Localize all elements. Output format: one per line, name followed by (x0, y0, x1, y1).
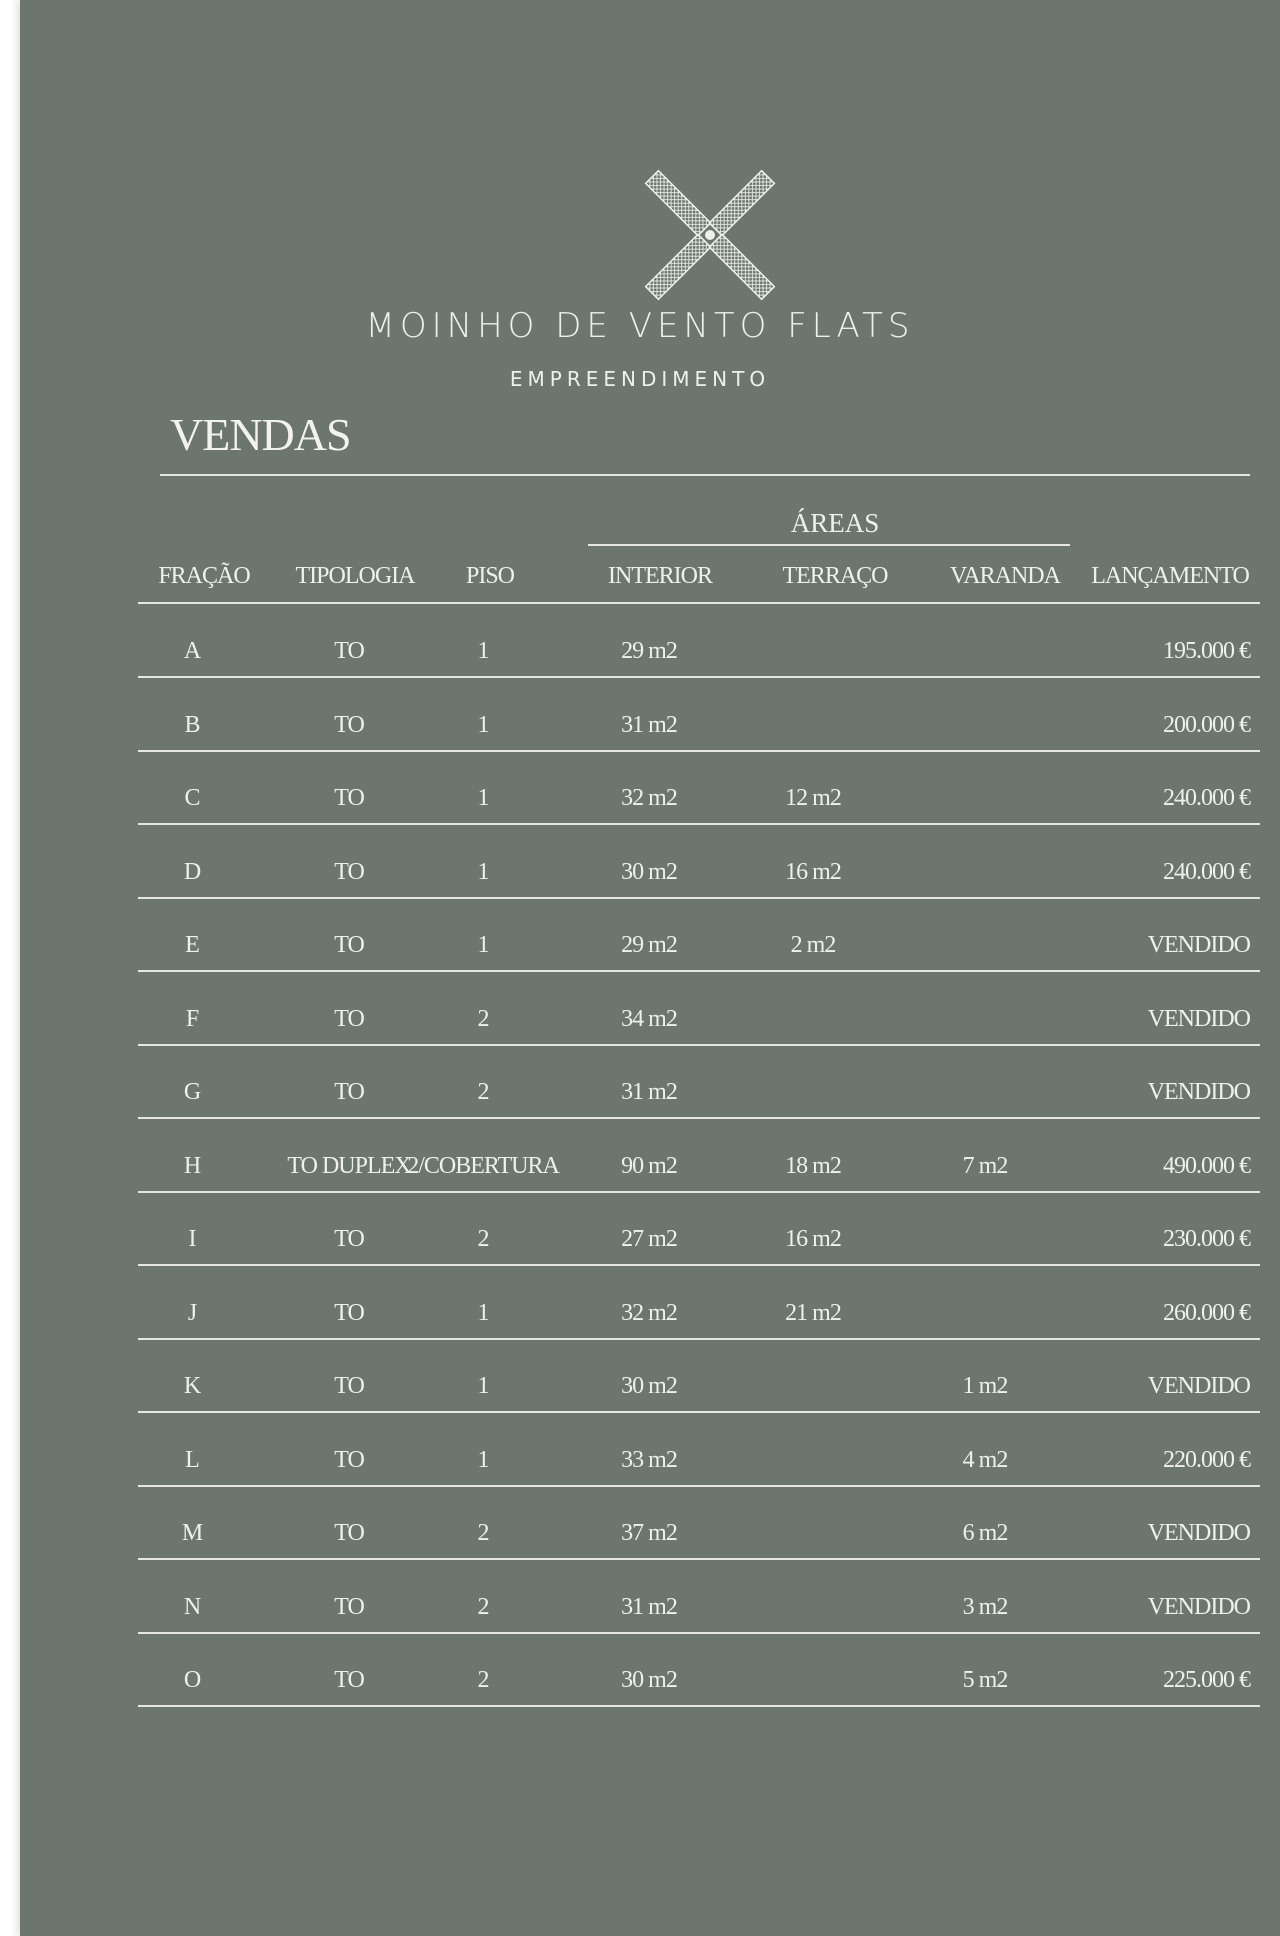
cell-piso: 2 (477, 1667, 489, 1693)
cell-lancamento: VENDIDO (1147, 1005, 1250, 1032)
windmill-icon (630, 155, 790, 315)
cell-fracao: K (183, 1373, 201, 1399)
cell-terraco: 2 m2 (790, 932, 836, 958)
cell-piso: 1 (477, 1299, 489, 1326)
cell-terraco: 12 m2 (785, 785, 841, 811)
cell-tipologia: TO (334, 1593, 364, 1620)
cell-fracao: N (183, 1593, 201, 1620)
cell-tipologia: TO (334, 1299, 364, 1326)
cell-varanda: 4 m2 (962, 1446, 1008, 1473)
cell-interior: 37 m2 (621, 1520, 677, 1546)
cell-interior: 31 m2 (621, 711, 677, 738)
cell-interior: 30 m2 (621, 1667, 677, 1693)
cell-varanda: 6 m2 (962, 1520, 1008, 1546)
cell-lancamento: 240.000 € (1163, 785, 1250, 811)
cell-lancamento: 260.000 € (1163, 1299, 1250, 1326)
cell-piso: 1 (477, 785, 489, 811)
cell-varanda: 5 m2 (962, 1667, 1008, 1693)
cell-lancamento: VENDIDO (1147, 1079, 1250, 1105)
row-divider (138, 1485, 1260, 1487)
row-divider (138, 1558, 1260, 1560)
cell-piso: 1 (477, 932, 489, 958)
cell-tipologia: TO (334, 932, 364, 958)
cell-interior: 32 m2 (621, 785, 677, 811)
cell-interior: 27 m2 (621, 1226, 677, 1252)
cell-fracao: I (188, 1226, 196, 1252)
cell-varanda: 3 m2 (962, 1593, 1008, 1620)
cell-lancamento: 230.000 € (1163, 1226, 1250, 1252)
header-lancamento: LANÇAMENTO (1091, 563, 1249, 589)
cell-lancamento: VENDIDO (1147, 1520, 1250, 1546)
cell-fracao: E (185, 932, 199, 958)
cell-piso: 2 (477, 1593, 489, 1620)
cell-interior: 32 m2 (621, 1299, 677, 1326)
document-page (20, 0, 1280, 1936)
cell-interior: 31 m2 (621, 1079, 677, 1105)
row-divider (138, 1044, 1260, 1046)
section-title: VENDAS (170, 409, 351, 460)
cell-interior: 34 m2 (621, 1005, 677, 1032)
header-piso: PISO (465, 563, 515, 589)
cell-tipologia: TO (334, 1520, 364, 1546)
cell-fracao: F (185, 1005, 199, 1032)
cell-piso: 2 (477, 1520, 489, 1546)
cell-piso: 1 (477, 638, 489, 664)
cell-interior: 29 m2 (621, 638, 677, 664)
cell-lancamento: 490.000 € (1163, 1152, 1250, 1179)
cell-interior: 90 m2 (621, 1152, 677, 1179)
cell-lancamento: 200.000 € (1163, 711, 1250, 738)
cell-tipologia: TO (334, 711, 364, 738)
cell-interior: 33 m2 (621, 1446, 677, 1473)
cell-fracao: H (183, 1152, 201, 1179)
cell-piso: 1 (477, 1446, 489, 1473)
cell-fracao: G (183, 1079, 201, 1105)
cell-piso: 1 (477, 1373, 489, 1399)
cell-lancamento: VENDIDO (1147, 932, 1250, 958)
row-divider (138, 897, 1260, 899)
brand-name: MOINHO DE VENTO FLATS (365, 306, 915, 346)
row-divider (138, 1705, 1260, 1707)
cell-interior: 29 m2 (621, 932, 677, 958)
header-varanda: VARANDA (950, 563, 1060, 589)
cell-terraco: 16 m2 (785, 1226, 841, 1252)
row-divider (138, 823, 1260, 825)
cell-fracao: B (184, 711, 200, 738)
title-divider (160, 474, 1250, 476)
header-terraco: TERRAÇO (782, 563, 888, 589)
cell-lancamento: VENDIDO (1147, 1593, 1250, 1620)
header-tipologia: TIPOLOGIA (295, 563, 415, 589)
cell-lancamento: 240.000 € (1163, 858, 1250, 885)
row-divider (138, 1632, 1260, 1634)
row-divider (138, 676, 1260, 678)
row-divider (138, 1117, 1260, 1119)
areas-divider (588, 544, 1070, 546)
row-divider (138, 970, 1260, 972)
cell-interior: 31 m2 (621, 1593, 677, 1620)
cell-lancamento: VENDIDO (1147, 1373, 1250, 1399)
cell-tipologia: TO (334, 1373, 364, 1399)
cell-piso: 2 (477, 1079, 489, 1105)
cell-varanda: 1 m2 (962, 1373, 1008, 1399)
cell-fracao: L (185, 1446, 199, 1473)
areas-group-header: ÁREAS (790, 508, 880, 538)
cell-piso: 1 (477, 711, 489, 738)
cell-fracao: C (184, 785, 200, 811)
cell-tipologia: TO (334, 1079, 364, 1105)
cell-fracao: O (183, 1667, 201, 1693)
cell-fracao: J (187, 1299, 197, 1326)
cell-varanda: 7 m2 (962, 1152, 1008, 1179)
cell-interior: 30 m2 (621, 858, 677, 885)
cell-fracao: M (181, 1520, 203, 1546)
header-interior: INTERIOR (608, 563, 712, 589)
row-divider (138, 1264, 1260, 1266)
cell-fracao: A (183, 638, 201, 664)
brand-subtitle: EMPREENDIMENTO (509, 367, 771, 391)
cell-tipologia: TO (334, 638, 364, 664)
cell-lancamento: 195.000 € (1163, 638, 1250, 664)
row-divider (138, 1338, 1260, 1340)
cell-lancamento: 225.000 € (1163, 1667, 1250, 1693)
cell-terraco: 21 m2 (785, 1299, 841, 1326)
cell-lancamento: 220.000 € (1163, 1446, 1250, 1473)
cell-tipologia: TO DUPLEX (287, 1152, 411, 1179)
cell-tipologia: TO (334, 858, 364, 885)
row-divider (138, 1411, 1260, 1413)
cell-piso: 2 (477, 1005, 489, 1032)
cell-tipologia: TO (334, 1226, 364, 1252)
header-fracao: FRAÇÃO (158, 563, 250, 589)
cell-tipologia: TO (334, 1667, 364, 1693)
cell-tipologia: TO (334, 785, 364, 811)
row-divider (138, 750, 1260, 752)
cell-terraco: 16 m2 (785, 858, 841, 885)
cell-terraco: 18 m2 (785, 1152, 841, 1179)
cell-interior: 30 m2 (621, 1373, 677, 1399)
cell-piso: 2 (477, 1226, 489, 1252)
cell-piso: 2/COBERTURA (407, 1152, 559, 1179)
cell-tipologia: TO (334, 1446, 364, 1473)
cell-piso: 1 (477, 858, 489, 885)
row-divider (138, 1191, 1260, 1193)
cell-tipologia: TO (334, 1005, 364, 1032)
header-divider (138, 602, 1260, 604)
cell-fracao: D (183, 858, 201, 885)
